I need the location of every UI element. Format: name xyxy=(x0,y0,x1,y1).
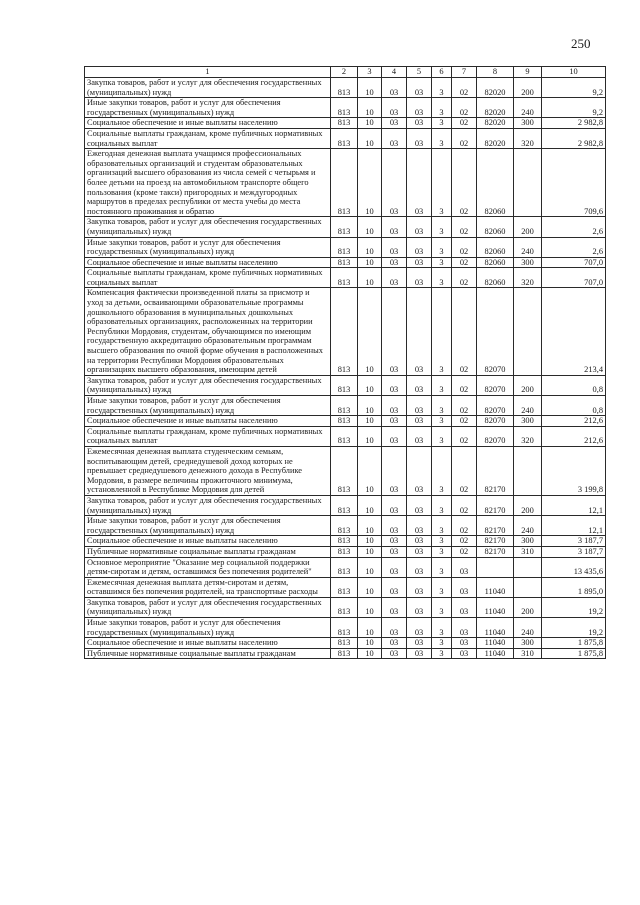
row-code-c2: 813 xyxy=(331,118,358,129)
row-name: Социальные выплаты гражданам, кроме публичных нормативных социальных выплат xyxy=(85,268,331,288)
table-row xyxy=(85,638,606,649)
table-row xyxy=(85,577,606,597)
row-code-c5: 03 xyxy=(407,597,432,617)
row-amount: 707,0 xyxy=(542,257,606,268)
row-name: Иные закупки товаров, работ и услуг для обеспечения государственных (муниципальных) нужд xyxy=(85,618,331,638)
row-code-c6: 3 xyxy=(432,128,452,148)
row-code-c9: 240 xyxy=(514,237,542,257)
table-row xyxy=(85,268,606,288)
row-name: Ежемесячная денежная выплата детям-сиротам и детям, оставшимся без попечения родителей, на транспортные расходы xyxy=(85,577,331,597)
row-amount: 3 187,7 xyxy=(542,546,606,557)
row-code-c4: 03 xyxy=(382,237,407,257)
row-code-c8: 82060 xyxy=(477,149,514,217)
row-code-c6: 3 xyxy=(432,118,452,129)
row-code-c9: 200 xyxy=(514,217,542,237)
row-code-c3: 10 xyxy=(358,416,382,427)
column-number: 6 xyxy=(432,67,452,78)
row-code-c7: 02 xyxy=(452,495,477,515)
row-code-c4: 03 xyxy=(382,118,407,129)
table-row xyxy=(85,149,606,217)
row-code-c5: 03 xyxy=(407,577,432,597)
row-code-c9: 240 xyxy=(514,98,542,118)
row-code-c3: 10 xyxy=(358,638,382,649)
row-code-c9: 310 xyxy=(514,546,542,557)
table-row xyxy=(85,416,606,427)
row-code-c9: 300 xyxy=(514,536,542,547)
row-code-c5: 03 xyxy=(407,618,432,638)
column-number: 8 xyxy=(477,67,514,78)
table-row xyxy=(85,375,606,395)
row-code-c5: 03 xyxy=(407,149,432,217)
row-code-c3: 10 xyxy=(358,98,382,118)
row-code-c3: 10 xyxy=(358,288,382,375)
row-amount: 0,8 xyxy=(542,375,606,395)
row-code-c5: 03 xyxy=(407,268,432,288)
row-code-c3: 10 xyxy=(358,557,382,577)
row-amount: 12,1 xyxy=(542,495,606,515)
row-code-c7: 02 xyxy=(452,375,477,395)
row-amount: 1 895,0 xyxy=(542,577,606,597)
row-code-c6: 3 xyxy=(432,495,452,515)
table-row xyxy=(85,597,606,617)
row-name: Ежегодная денежная выплата учащимся профессиональных образовательных организаций и студентам образовательных организаций высшего образования из числа семей с четырьмя и более детьми на проезд на автомобильном транспорте общего пользования (кроме такси) пригородных и междугородных маршрутов в пределах республики от места учебы до места постоянного проживания и обратно xyxy=(85,149,331,217)
row-code-c7: 02 xyxy=(452,98,477,118)
row-code-c6: 3 xyxy=(432,149,452,217)
row-code-c9: 200 xyxy=(514,597,542,617)
row-code-c9: 300 xyxy=(514,118,542,129)
row-code-c4: 03 xyxy=(382,536,407,547)
row-name: Закупка товаров, работ и услуг для обеспечения государственных (муниципальных) нужд xyxy=(85,597,331,617)
table-row xyxy=(85,237,606,257)
row-code-c8 xyxy=(477,557,514,577)
table-row xyxy=(85,446,606,495)
row-code-c2: 813 xyxy=(331,648,358,659)
row-code-c7: 02 xyxy=(452,217,477,237)
row-name: Социальные выплаты гражданам, кроме публичных нормативных социальных выплат xyxy=(85,426,331,446)
row-code-c8: 82060 xyxy=(477,268,514,288)
row-code-c7: 02 xyxy=(452,546,477,557)
row-code-c4: 03 xyxy=(382,98,407,118)
row-code-c6: 3 xyxy=(432,446,452,495)
row-code-c8: 82170 xyxy=(477,546,514,557)
row-code-c8: 11040 xyxy=(477,577,514,597)
row-code-c9: 310 xyxy=(514,648,542,659)
row-code-c9 xyxy=(514,288,542,375)
row-code-c4: 03 xyxy=(382,78,407,98)
row-code-c2: 813 xyxy=(331,149,358,217)
row-code-c4: 03 xyxy=(382,446,407,495)
row-code-c7: 02 xyxy=(452,516,477,536)
row-code-c8: 82020 xyxy=(477,128,514,148)
column-number: 10 xyxy=(542,67,606,78)
table-row xyxy=(85,648,606,659)
table-row xyxy=(85,495,606,515)
row-name: Иные закупки товаров, работ и услуг для обеспечения государственных (муниципальных) нужд xyxy=(85,237,331,257)
row-code-c9 xyxy=(514,577,542,597)
row-amount: 213,4 xyxy=(542,288,606,375)
row-code-c9: 240 xyxy=(514,618,542,638)
row-code-c8: 82060 xyxy=(477,237,514,257)
row-code-c5: 03 xyxy=(407,98,432,118)
row-code-c2: 813 xyxy=(331,217,358,237)
row-code-c4: 03 xyxy=(382,217,407,237)
row-amount: 19,2 xyxy=(542,597,606,617)
row-code-c3: 10 xyxy=(358,516,382,536)
row-code-c7: 02 xyxy=(452,237,477,257)
row-code-c5: 03 xyxy=(407,648,432,659)
row-code-c7: 03 xyxy=(452,618,477,638)
row-code-c4: 03 xyxy=(382,618,407,638)
row-code-c9 xyxy=(514,446,542,495)
row-amount: 1 875,8 xyxy=(542,648,606,659)
row-amount: 9,2 xyxy=(542,98,606,118)
row-code-c7: 03 xyxy=(452,648,477,659)
row-code-c6: 3 xyxy=(432,557,452,577)
row-code-c5: 03 xyxy=(407,217,432,237)
row-code-c7: 03 xyxy=(452,638,477,649)
row-code-c4: 03 xyxy=(382,268,407,288)
row-code-c6: 3 xyxy=(432,217,452,237)
row-amount: 212,6 xyxy=(542,426,606,446)
row-code-c2: 813 xyxy=(331,288,358,375)
row-code-c8: 11040 xyxy=(477,618,514,638)
row-code-c8: 82020 xyxy=(477,118,514,129)
row-name: Социальное обеспечение и иные выплаты населению xyxy=(85,536,331,547)
row-code-c2: 813 xyxy=(331,128,358,148)
row-code-c2: 813 xyxy=(331,516,358,536)
row-code-c5: 03 xyxy=(407,375,432,395)
row-code-c6: 3 xyxy=(432,426,452,446)
table-row xyxy=(85,557,606,577)
row-code-c4: 03 xyxy=(382,495,407,515)
row-name: Публичные нормативные социальные выплаты гражданам xyxy=(85,546,331,557)
row-code-c8: 82020 xyxy=(477,78,514,98)
row-code-c5: 03 xyxy=(407,557,432,577)
row-code-c6: 3 xyxy=(432,396,452,416)
row-code-c4: 03 xyxy=(382,149,407,217)
column-number: 9 xyxy=(514,67,542,78)
row-code-c2: 813 xyxy=(331,416,358,427)
row-code-c4: 03 xyxy=(382,648,407,659)
budget-table xyxy=(84,66,606,659)
row-code-c7: 02 xyxy=(452,78,477,98)
row-code-c3: 10 xyxy=(358,618,382,638)
row-code-c9 xyxy=(514,149,542,217)
row-code-c8: 82060 xyxy=(477,257,514,268)
row-code-c9: 200 xyxy=(514,495,542,515)
row-code-c8: 82170 xyxy=(477,536,514,547)
row-code-c4: 03 xyxy=(382,128,407,148)
row-code-c8: 82170 xyxy=(477,516,514,536)
table-row xyxy=(85,257,606,268)
row-code-c5: 03 xyxy=(407,426,432,446)
row-code-c3: 10 xyxy=(358,375,382,395)
row-name: Закупка товаров, работ и услуг для обеспечения государственных (муниципальных) нужд xyxy=(85,375,331,395)
row-code-c7: 02 xyxy=(452,416,477,427)
row-code-c5: 03 xyxy=(407,536,432,547)
row-code-c8: 82020 xyxy=(477,98,514,118)
row-code-c2: 813 xyxy=(331,426,358,446)
row-name: Основное мероприятие "Оказание мер социальной поддержки детям-сиротам и детям, оставшимся без попечения родителей" xyxy=(85,557,331,577)
row-name: Социальные выплаты гражданам, кроме публичных нормативных социальных выплат xyxy=(85,128,331,148)
row-code-c6: 3 xyxy=(432,268,452,288)
table-row xyxy=(85,128,606,148)
row-code-c5: 03 xyxy=(407,128,432,148)
row-code-c4: 03 xyxy=(382,288,407,375)
row-code-c2: 813 xyxy=(331,597,358,617)
row-code-c9: 320 xyxy=(514,128,542,148)
row-code-c6: 3 xyxy=(432,288,452,375)
row-code-c3: 10 xyxy=(358,118,382,129)
row-code-c4: 03 xyxy=(382,577,407,597)
row-amount: 13 435,6 xyxy=(542,557,606,577)
row-code-c6: 3 xyxy=(432,98,452,118)
row-code-c8: 11040 xyxy=(477,597,514,617)
row-code-c7: 02 xyxy=(452,446,477,495)
row-code-c2: 813 xyxy=(331,78,358,98)
row-code-c4: 03 xyxy=(382,557,407,577)
row-code-c2: 813 xyxy=(331,557,358,577)
row-code-c5: 03 xyxy=(407,546,432,557)
row-name: Иные закупки товаров, работ и услуг для обеспечения государственных (муниципальных) нужд xyxy=(85,98,331,118)
row-code-c7: 03 xyxy=(452,577,477,597)
row-code-c7: 02 xyxy=(452,268,477,288)
table-row xyxy=(85,118,606,129)
row-code-c4: 03 xyxy=(382,638,407,649)
page-number: 250 xyxy=(571,36,591,51)
row-code-c3: 10 xyxy=(358,237,382,257)
row-name: Иные закупки товаров, работ и услуг для обеспечения государственных (муниципальных) нужд xyxy=(85,396,331,416)
row-code-c3: 10 xyxy=(358,536,382,547)
row-code-c6: 3 xyxy=(432,618,452,638)
table-row xyxy=(85,546,606,557)
row-amount: 3 187,7 xyxy=(542,536,606,547)
row-name: Компенсация фактически произведенной платы за присмотр и уход за детьми, осваивающими образовательные программы дошкольного образования в муниципальных дошкольных образовательных организациях, расположенных на территории Республики Мордовия, студентам, обучающимся по имеющим государственную аккредитацию образовательным программам высшего образования по очной форме обучения в расположенных на территории Республики Мордовия образовательных организациях высшего образования, имеющим детей xyxy=(85,288,331,375)
row-name: Социальное обеспечение и иные выплаты населению xyxy=(85,118,331,129)
row-code-c3: 10 xyxy=(358,648,382,659)
row-code-c5: 03 xyxy=(407,237,432,257)
row-name: Социальное обеспечение и иные выплаты населению xyxy=(85,416,331,427)
row-code-c7: 02 xyxy=(452,149,477,217)
row-code-c3: 10 xyxy=(358,78,382,98)
row-amount: 9,2 xyxy=(542,78,606,98)
row-code-c6: 3 xyxy=(432,577,452,597)
row-amount: 0,8 xyxy=(542,396,606,416)
row-code-c5: 03 xyxy=(407,257,432,268)
row-code-c8: 82170 xyxy=(477,446,514,495)
table-row xyxy=(85,396,606,416)
column-number: 1 xyxy=(85,67,331,78)
row-code-c5: 03 xyxy=(407,638,432,649)
table-row xyxy=(85,288,606,375)
row-code-c2: 813 xyxy=(331,375,358,395)
row-amount: 709,6 xyxy=(542,149,606,217)
row-code-c6: 3 xyxy=(432,257,452,268)
row-amount: 3 199,8 xyxy=(542,446,606,495)
row-name: Закупка товаров, работ и услуг для обеспечения государственных (муниципальных) нужд xyxy=(85,78,331,98)
row-code-c3: 10 xyxy=(358,217,382,237)
table-row xyxy=(85,536,606,547)
row-code-c5: 03 xyxy=(407,396,432,416)
row-amount: 2 982,8 xyxy=(542,118,606,129)
row-name: Публичные нормативные социальные выплаты гражданам xyxy=(85,648,331,659)
row-code-c9: 200 xyxy=(514,78,542,98)
row-code-c9: 300 xyxy=(514,257,542,268)
row-code-c3: 10 xyxy=(358,257,382,268)
row-code-c3: 10 xyxy=(358,149,382,217)
column-number: 4 xyxy=(382,67,407,78)
row-code-c3: 10 xyxy=(358,577,382,597)
row-code-c7: 02 xyxy=(452,426,477,446)
row-amount: 2 982,8 xyxy=(542,128,606,148)
row-code-c7: 03 xyxy=(452,597,477,617)
row-code-c8: 82060 xyxy=(477,217,514,237)
row-code-c2: 813 xyxy=(331,536,358,547)
row-code-c8: 11040 xyxy=(477,648,514,659)
row-code-c6: 3 xyxy=(432,516,452,536)
row-code-c9: 320 xyxy=(514,426,542,446)
row-code-c3: 10 xyxy=(358,495,382,515)
row-code-c5: 03 xyxy=(407,78,432,98)
row-code-c4: 03 xyxy=(382,597,407,617)
row-code-c3: 10 xyxy=(358,396,382,416)
row-code-c6: 3 xyxy=(432,237,452,257)
row-name: Закупка товаров, работ и услуг для обеспечения государственных (муниципальных) нужд xyxy=(85,217,331,237)
row-code-c8: 82070 xyxy=(477,375,514,395)
row-code-c2: 813 xyxy=(331,638,358,649)
row-code-c7: 02 xyxy=(452,118,477,129)
row-code-c5: 03 xyxy=(407,288,432,375)
row-code-c9: 300 xyxy=(514,416,542,427)
row-code-c6: 3 xyxy=(432,638,452,649)
row-code-c7: 03 xyxy=(452,557,477,577)
row-code-c2: 813 xyxy=(331,618,358,638)
table-row xyxy=(85,78,606,98)
row-code-c2: 813 xyxy=(331,446,358,495)
row-code-c2: 813 xyxy=(331,546,358,557)
row-code-c2: 813 xyxy=(331,237,358,257)
row-code-c4: 03 xyxy=(382,375,407,395)
row-code-c3: 10 xyxy=(358,128,382,148)
row-code-c5: 03 xyxy=(407,516,432,536)
row-code-c6: 3 xyxy=(432,597,452,617)
row-code-c8: 82170 xyxy=(477,495,514,515)
row-code-c6: 3 xyxy=(432,546,452,557)
row-code-c9: 240 xyxy=(514,396,542,416)
row-code-c7: 02 xyxy=(452,536,477,547)
column-number: 2 xyxy=(331,67,358,78)
row-code-c6: 3 xyxy=(432,416,452,427)
row-code-c3: 10 xyxy=(358,268,382,288)
row-name: Закупка товаров, работ и услуг для обеспечения государственных (муниципальных) нужд xyxy=(85,495,331,515)
column-number: 3 xyxy=(358,67,382,78)
table-row xyxy=(85,98,606,118)
table-row xyxy=(85,426,606,446)
row-code-c3: 10 xyxy=(358,446,382,495)
row-code-c2: 813 xyxy=(331,495,358,515)
row-code-c6: 3 xyxy=(432,78,452,98)
row-code-c4: 03 xyxy=(382,516,407,536)
column-number: 7 xyxy=(452,67,477,78)
row-code-c5: 03 xyxy=(407,416,432,427)
row-code-c4: 03 xyxy=(382,426,407,446)
row-code-c4: 03 xyxy=(382,546,407,557)
row-code-c4: 03 xyxy=(382,416,407,427)
row-code-c2: 813 xyxy=(331,98,358,118)
row-code-c6: 3 xyxy=(432,536,452,547)
row-code-c3: 10 xyxy=(358,546,382,557)
row-amount: 2,6 xyxy=(542,237,606,257)
row-code-c2: 813 xyxy=(331,268,358,288)
table-row xyxy=(85,516,606,536)
row-code-c7: 02 xyxy=(452,396,477,416)
row-code-c9: 320 xyxy=(514,268,542,288)
table-body xyxy=(85,78,606,659)
row-code-c8: 82070 xyxy=(477,426,514,446)
row-code-c5: 03 xyxy=(407,495,432,515)
row-name: Социальное обеспечение и иные выплаты населению xyxy=(85,257,331,268)
row-name: Иные закупки товаров, работ и услуг для обеспечения государственных (муниципальных) нужд xyxy=(85,516,331,536)
table-row xyxy=(85,618,606,638)
row-code-c7: 02 xyxy=(452,257,477,268)
row-amount: 2,6 xyxy=(542,217,606,237)
row-code-c5: 03 xyxy=(407,446,432,495)
row-code-c3: 10 xyxy=(358,597,382,617)
row-code-c2: 813 xyxy=(331,396,358,416)
row-code-c6: 3 xyxy=(432,648,452,659)
row-amount: 212,6 xyxy=(542,416,606,427)
row-name: Ежемесячная денежная выплата студенческим семьям, воспитывающим детей, среднедушевой доход которых не превышает среднедушевого денежного дохода в Республике Мордовия, в размере величины прожиточного минимума, установленной в Республике Мордовия для детей xyxy=(85,446,331,495)
row-code-c2: 813 xyxy=(331,257,358,268)
row-code-c8: 82070 xyxy=(477,396,514,416)
row-code-c2: 813 xyxy=(331,577,358,597)
row-amount: 12,1 xyxy=(542,516,606,536)
row-code-c9: 240 xyxy=(514,516,542,536)
table-row xyxy=(85,217,606,237)
row-code-c9: 300 xyxy=(514,638,542,649)
row-amount: 1 875,8 xyxy=(542,638,606,649)
row-code-c4: 03 xyxy=(382,257,407,268)
row-amount: 707,0 xyxy=(542,268,606,288)
row-code-c3: 10 xyxy=(358,426,382,446)
row-code-c8: 11040 xyxy=(477,638,514,649)
row-code-c8: 82070 xyxy=(477,416,514,427)
row-code-c7: 02 xyxy=(452,128,477,148)
row-amount: 19,2 xyxy=(542,618,606,638)
row-code-c6: 3 xyxy=(432,375,452,395)
row-code-c9 xyxy=(514,557,542,577)
row-code-c5: 03 xyxy=(407,118,432,129)
column-number: 5 xyxy=(407,67,432,78)
column-number-row xyxy=(85,67,606,78)
row-code-c4: 03 xyxy=(382,396,407,416)
row-code-c8: 82070 xyxy=(477,288,514,375)
row-code-c9: 200 xyxy=(514,375,542,395)
row-code-c7: 02 xyxy=(452,288,477,375)
row-name: Социальное обеспечение и иные выплаты населению xyxy=(85,638,331,649)
